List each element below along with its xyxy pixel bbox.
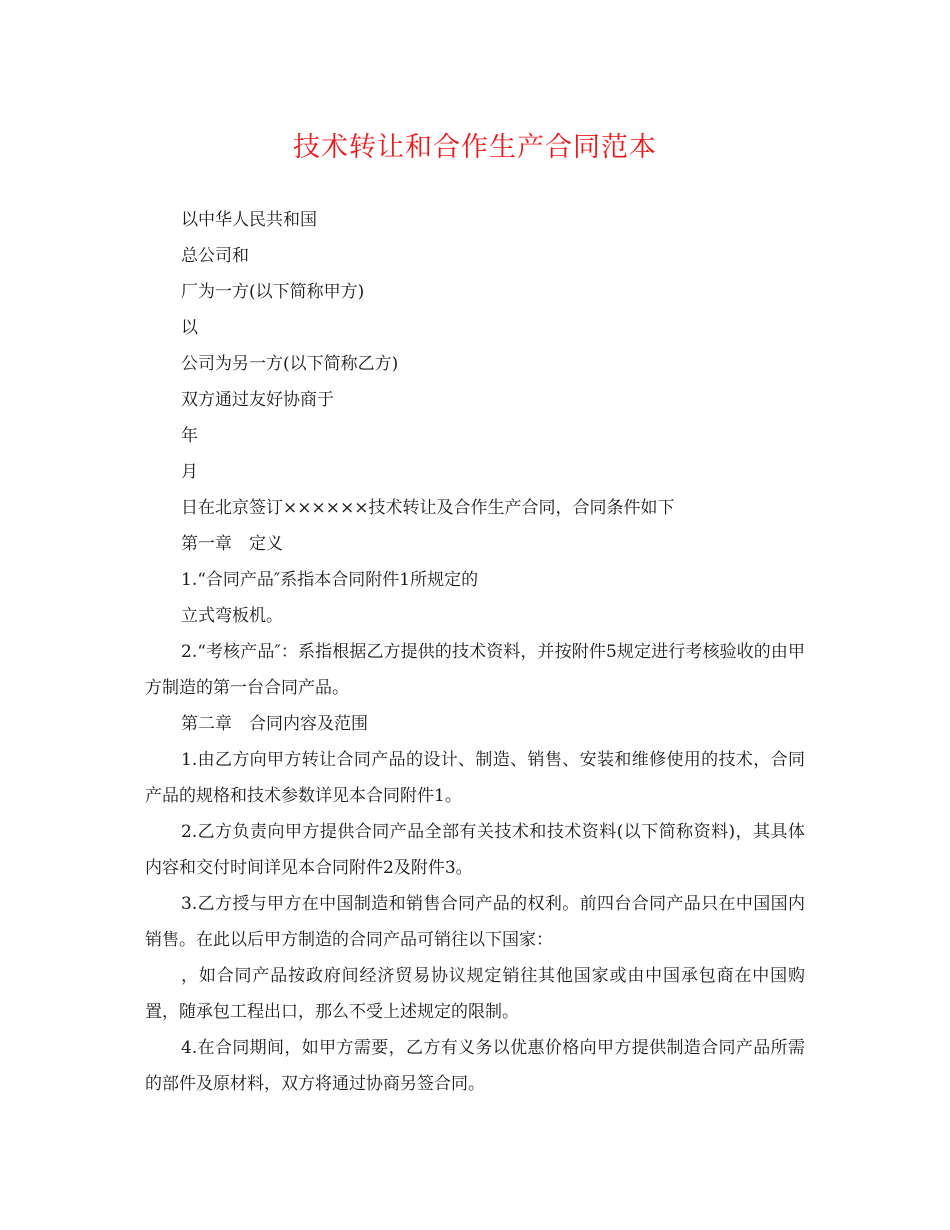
paragraph: 月: [181, 462, 198, 482]
paragraph: 2.“考核产品″：系指根据乙方提供的技术资料，并按附件5规定进行考核验收的由甲方制造的第一台合同产品。: [145, 642, 805, 698]
paragraph: 年: [181, 426, 198, 446]
paragraph: 1.由乙方向甲方转让合同产品的设计、制造、销售、安装和维修使用的技术，合同产品的规格和技术参数详见本合同附件1。: [145, 750, 805, 806]
paragraph: 3.乙方授与甲方在中国制造和销售合同产品的权利。前四台合同产品只在中国国内销售。在此以后甲方制造的合同产品可销往以下国家：: [145, 894, 805, 950]
document-body: [145, 202, 805, 1102]
paragraph: 日在北京签订××××××技术转让及合作生产合同，合同条件如下: [181, 498, 675, 518]
paragraph: 以中华人民共和国: [181, 210, 317, 230]
document-title: 技术转让和合作生产合同范本: [293, 132, 657, 163]
chapter-heading: 第一章 定义: [181, 534, 283, 554]
paragraph: 1.“合同产品″系指本合同附件1所规定的: [181, 570, 479, 590]
paragraph: 4.在合同期间，如甲方需要，乙方有义务以优惠价格向甲方提供制造合同产品所需的部件及原材料，双方将通过协商另签合同。: [145, 1038, 805, 1094]
paragraph: 厂为一方(以下简称甲方): [181, 282, 365, 302]
chapter-heading: 第二章 合同内容及范围: [181, 714, 368, 734]
paragraph: 2.乙方负责向甲方提供合同产品全部有关技术和技术资料(以下简称资料)，其具体内容和交付时间详见本合同附件2及附件3。: [145, 822, 805, 878]
paragraph: 以: [181, 318, 198, 338]
paragraph: 立式弯板机。: [181, 606, 283, 626]
paragraph: ，如合同产品按政府间经济贸易协议规定销往其他国家或由中国承包商在中国购置，随承包工程出口，那么不受上述规定的限制。: [145, 966, 805, 1022]
paragraph: 双方通过友好协商于: [181, 390, 334, 410]
paragraph: 公司为另一方(以下简称乙方): [181, 354, 399, 374]
paragraph: 总公司和: [181, 246, 249, 266]
